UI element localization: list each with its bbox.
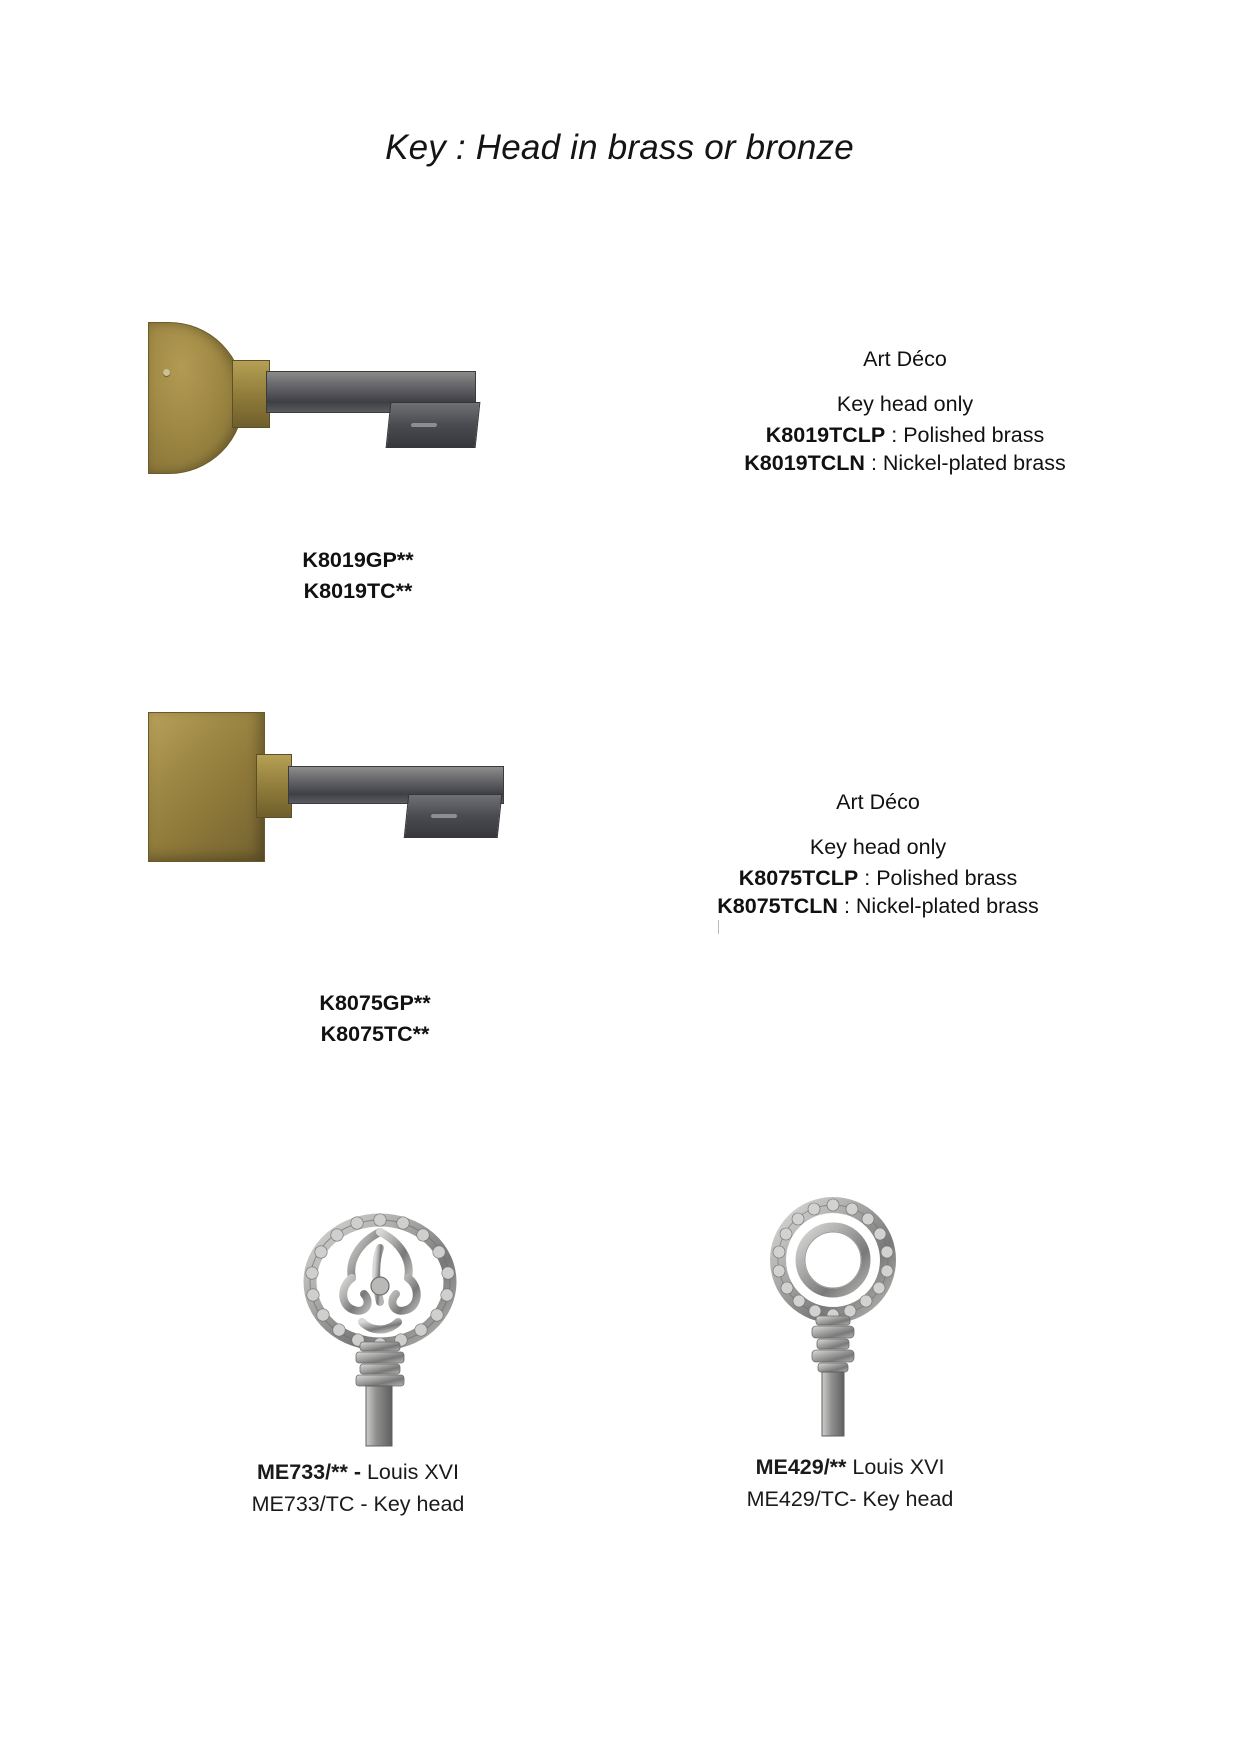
key-collar-shape bbox=[232, 360, 270, 428]
key-head-shape bbox=[148, 322, 244, 474]
key-k8075-rectangular-brass-head bbox=[148, 712, 508, 872]
key-shank-shape bbox=[822, 1372, 844, 1436]
caption-line-2: ME429/TC- Key head bbox=[746, 1486, 954, 1511]
spec-option-code: K8019TCLN bbox=[744, 451, 865, 476]
caption-text: Louis XVI bbox=[846, 1455, 945, 1479]
spec-option-row bbox=[608, 892, 1148, 921]
spec-k8075 bbox=[608, 788, 1148, 921]
caption-line-1: K8075GP** bbox=[319, 991, 431, 1015]
bow-aperture bbox=[805, 1232, 861, 1288]
caption-line-2: ME733/TC - Key head bbox=[251, 1491, 465, 1516]
caption-k8019 bbox=[188, 545, 528, 606]
me733-illustration bbox=[290, 1190, 470, 1450]
key-k8019-half-round-brass-head bbox=[148, 322, 498, 482]
spec-option-code: K8075TCLP bbox=[738, 865, 859, 890]
caption-code: ME733/** - bbox=[257, 1460, 361, 1484]
caption-line-2: K8019TC** bbox=[303, 578, 413, 603]
key-head-shape bbox=[148, 712, 265, 862]
spec-option-row bbox=[635, 449, 1175, 478]
spec-option-row bbox=[635, 421, 1175, 450]
spec-subtitle-k8075: Key head only bbox=[809, 834, 947, 859]
spec-subtitle-k8019: Key head only bbox=[836, 391, 974, 416]
spec-option-finish: : Nickel-plated brass bbox=[870, 451, 1066, 476]
caption-text: Louis XVI bbox=[360, 1460, 459, 1484]
spec-option-row bbox=[608, 864, 1148, 893]
caption-me733 bbox=[118, 1457, 598, 1521]
spec-option-finish: : Nickel-plated brass bbox=[843, 894, 1039, 919]
spec-k8019 bbox=[635, 345, 1175, 478]
key-me733-louis-xvi-openwork-head bbox=[290, 1190, 470, 1450]
me429-illustration bbox=[768, 1188, 898, 1440]
spec-style-k8075: Art Déco bbox=[836, 790, 920, 814]
key-collar-shape bbox=[256, 754, 292, 818]
spec-option-finish: : Polished brass bbox=[864, 865, 1018, 890]
spec-option-code: K8075TCLN bbox=[717, 894, 838, 919]
caption-line-1 bbox=[118, 1457, 598, 1489]
spec-option-finish: : Polished brass bbox=[891, 422, 1045, 447]
caption-k8075 bbox=[205, 988, 545, 1049]
key-me429-louis-xvi-ring-head bbox=[768, 1188, 898, 1440]
caption-line-1: K8019GP** bbox=[302, 548, 414, 572]
key-shank-shape bbox=[366, 1386, 392, 1446]
key-collar-shape bbox=[356, 1342, 404, 1386]
caption-line-2: K8075TC** bbox=[320, 1021, 430, 1046]
key-bit-shape bbox=[386, 402, 481, 448]
key-bit-shape bbox=[404, 794, 503, 838]
key-collar-shape bbox=[812, 1316, 854, 1372]
stray-mark bbox=[718, 920, 719, 934]
caption-line-1 bbox=[620, 1452, 1080, 1484]
spec-style-k8019: Art Déco bbox=[863, 347, 947, 371]
bow-center-boss bbox=[371, 1277, 389, 1295]
spec-option-code: K8019TCLP bbox=[765, 422, 886, 447]
caption-me429 bbox=[620, 1452, 1080, 1516]
caption-code: ME429/** bbox=[755, 1455, 847, 1479]
page-title: Key : Head in brass or bronze bbox=[385, 128, 854, 167]
